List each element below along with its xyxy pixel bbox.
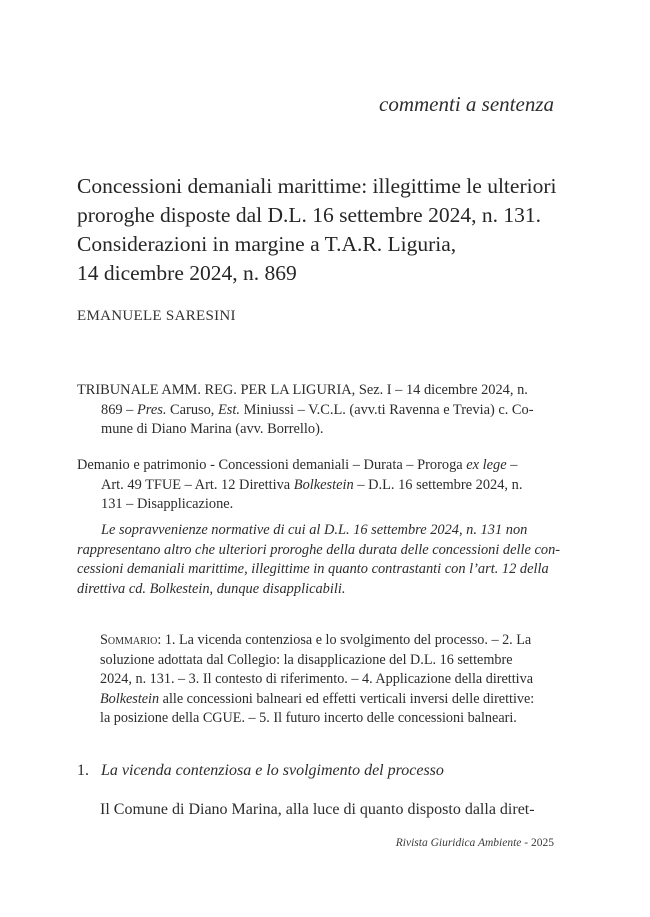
summary-line bbox=[100, 690, 556, 710]
text-run: Miniussi – V.C.L. (avv.ti Ravenna e Trevia) c. Co- bbox=[240, 401, 534, 418]
text-run: Est. bbox=[218, 401, 240, 418]
summary-line bbox=[100, 631, 556, 651]
footer-separator: - bbox=[521, 837, 531, 849]
court-ref-line: mune di Diano Marina (avv. Borrello). bbox=[101, 421, 324, 438]
title-line: Considerazioni in margine a T.A.R. Liguria, bbox=[77, 232, 457, 256]
court-reference bbox=[77, 381, 557, 440]
text-run: – bbox=[506, 457, 518, 473]
keywords-line: 131 – Disapplicazione. bbox=[101, 496, 234, 513]
title-line: Concessioni demaniali marittime: illegittime le ulteriori bbox=[77, 174, 557, 198]
text-run: Bolkestein bbox=[293, 476, 354, 493]
title-line: proroghe disposte dal D.L. 16 settembre 2024, n. 131. bbox=[77, 203, 541, 227]
text-run: Pres. bbox=[136, 401, 167, 418]
keywords bbox=[77, 456, 557, 515]
text-run: alle concessioni balneari ed effetti verticali inversi delle direttive: bbox=[159, 690, 535, 707]
text-run: Demanio e patrimonio - Concessioni demaniali – Durata – Proroga bbox=[77, 457, 467, 473]
text-run: 869 – bbox=[101, 401, 137, 418]
court-ref-line bbox=[77, 401, 557, 421]
maxim-line: direttiva cd. Bolkestein, dunque disapplicabili. bbox=[77, 580, 346, 597]
text-run: Caruso, bbox=[166, 401, 218, 418]
summary-line: la posizione della CGUE. – 5. Il futuro incerto delle concessioni balneari. bbox=[100, 710, 517, 727]
keywords-line bbox=[77, 476, 557, 496]
maxim-line: rappresentano altro che ulteriori proroghe della durata delle concessioni delle con- bbox=[77, 541, 561, 558]
text-run: : 1. La vicenda contenziosa e lo svolgimento del processo. – 2. La bbox=[157, 632, 532, 648]
maxim-line: Le sopravvenienze normative di cui al D.L. 16 settembre 2024, n. 131 non bbox=[101, 522, 528, 538]
section-tag: commenti a sentenza bbox=[379, 92, 554, 116]
headnote-maxim bbox=[77, 521, 561, 599]
article-title bbox=[77, 172, 577, 288]
title-line: 14 dicembre 2024, n. 869 bbox=[77, 261, 297, 285]
text-run: Bolkestein bbox=[100, 690, 160, 707]
text-run: ex lege bbox=[466, 457, 507, 473]
author-name: EMANUELE SARESINI bbox=[77, 308, 236, 324]
maxim-line: cessioni demaniali marittime, illegittime in quanto contrastanti con l’art. 12 della bbox=[77, 561, 549, 578]
page-footer bbox=[396, 837, 554, 849]
section-number: 1. bbox=[77, 762, 89, 779]
section-heading bbox=[77, 762, 444, 780]
summary-line: 2024, n. 131. – 3. Il contesto di riferimento. – 4. Applicazione della direttiva bbox=[100, 671, 534, 688]
keywords-line bbox=[77, 456, 557, 476]
body-paragraph: Il Comune di Diano Marina, alla luce di quanto disposto dalla diret- bbox=[100, 801, 535, 818]
journal-name: Rivista Giuridica Ambiente bbox=[395, 837, 522, 849]
text-run: Art. 49 TFUE – Art. 12 Direttiva bbox=[101, 476, 294, 493]
summary-line: soluzione adottata dal Collegio: la disapplicazione del D.L. 16 settembre bbox=[100, 651, 513, 668]
court-ref-line: TRIBUNALE AMM. REG. PER LA LIGURIA, Sez. I – 14 dicembre 2024, n. bbox=[77, 382, 528, 398]
text-run: – D.L. 16 settembre 2024, n. bbox=[353, 476, 523, 493]
section-title: La vicenda contenziosa e lo svolgimento del processo bbox=[101, 762, 444, 779]
summary bbox=[100, 631, 556, 729]
journal-year: 2025 bbox=[531, 837, 554, 849]
summary-label: Sommario bbox=[100, 632, 158, 648]
